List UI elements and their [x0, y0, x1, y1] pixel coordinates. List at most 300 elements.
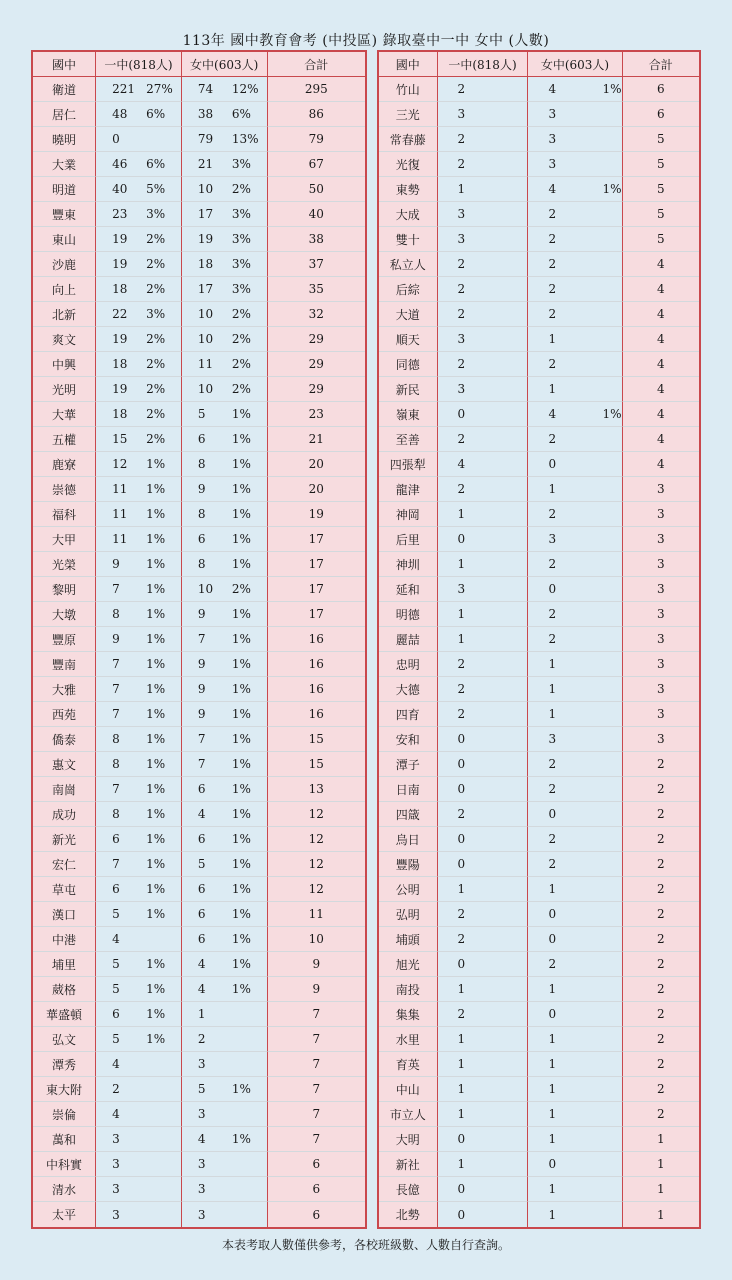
girls-school-percent: 1%	[231, 557, 251, 571]
table-row	[33, 702, 365, 727]
total-cell: 2	[623, 1102, 699, 1127]
boys-school-count: 7	[112, 682, 120, 696]
girls-school-percent: 1%	[231, 732, 251, 746]
boys-school-count: 2	[457, 657, 466, 671]
girls-school-count: 4	[197, 1132, 206, 1146]
total-cell: 32	[268, 302, 365, 327]
girls-school-count-cell	[528, 802, 622, 827]
boys-school-count-cell	[96, 1202, 182, 1227]
boys-school-count: 0	[457, 832, 466, 846]
girls-school-count-cell	[528, 327, 622, 352]
total-cell: 37	[268, 252, 365, 277]
girls-school-count-cell	[528, 352, 622, 377]
school-name-cell: 福科	[33, 502, 96, 527]
school-name-cell: 弘明	[379, 902, 438, 927]
table-row	[33, 302, 365, 327]
girls-school-count: 2	[548, 257, 557, 271]
girls-school-count: 2	[548, 282, 557, 296]
boys-school-count: 2	[457, 132, 466, 146]
boys-school-count-cell	[96, 327, 182, 352]
boys-school-count-cell	[96, 902, 182, 927]
school-name-cell: 豐南	[33, 652, 96, 677]
girls-school-percent: 1%	[231, 632, 251, 646]
table-row	[33, 502, 365, 527]
table-row	[33, 877, 365, 902]
girls-school-count-cell	[528, 877, 622, 902]
girls-school-count: 10	[197, 182, 214, 196]
boys-school-percent: 3%	[146, 207, 166, 221]
girls-school-count: 2	[548, 632, 557, 646]
girls-school-count-cell	[182, 1177, 268, 1202]
school-name-cell: 崇德	[33, 477, 96, 502]
boys-school-percent: 1%	[146, 557, 166, 571]
girls-school-count: 1	[548, 1032, 557, 1046]
boys-school-percent: 1%	[146, 807, 166, 821]
header-girls-school: 女中(603人)	[528, 52, 622, 77]
girls-school-count: 2	[548, 757, 557, 771]
table-row	[379, 552, 699, 577]
girls-school-count-cell	[528, 1202, 622, 1227]
girls-school-percent: 1%	[231, 957, 251, 971]
girls-school-count-cell	[528, 727, 622, 752]
boys-school-count: 18	[112, 282, 128, 296]
school-name-cell: 同德	[379, 352, 438, 377]
girls-school-percent: 1%	[231, 482, 251, 496]
boys-school-count-cell	[438, 1002, 529, 1027]
total-cell: 2	[623, 952, 699, 977]
table-row	[33, 1177, 365, 1202]
school-name-cell: 安和	[379, 727, 438, 752]
boys-school-count-cell	[438, 952, 529, 977]
girls-school-count-cell	[182, 877, 268, 902]
girls-school-count: 2	[548, 232, 557, 246]
girls-school-count-cell	[528, 627, 622, 652]
header-total: 合計	[623, 52, 699, 77]
admissions-table-right	[377, 50, 701, 1229]
school-name-cell: 中興	[33, 352, 96, 377]
school-name-cell: 私立人	[379, 252, 438, 277]
boys-school-count: 2	[457, 682, 466, 696]
table-row	[33, 777, 365, 802]
boys-school-count: 3	[457, 582, 466, 596]
table-row	[379, 1102, 699, 1127]
boys-school-percent: 2%	[146, 382, 166, 396]
girls-school-count-cell	[182, 977, 268, 1002]
total-cell: 12	[268, 827, 365, 852]
total-cell: 20	[268, 477, 365, 502]
girls-school-count-cell	[182, 952, 268, 977]
school-name-cell: 五權	[33, 427, 96, 452]
table-row	[379, 1152, 699, 1177]
total-cell: 4	[623, 252, 699, 277]
table-row	[379, 427, 699, 452]
table-row	[379, 102, 699, 127]
page-title: 113年 國中教育會考 (中投區) 錄取臺中一中 女中 (人數)	[182, 33, 550, 49]
girls-school-count-cell	[528, 1002, 622, 1027]
girls-school-percent: 1%	[231, 657, 251, 671]
boys-school-count-cell	[438, 727, 529, 752]
girls-school-count: 21	[197, 157, 214, 171]
boys-school-percent: 2%	[146, 282, 166, 296]
table-row	[33, 1077, 365, 1102]
boys-school-count: 12	[112, 457, 128, 471]
girls-school-count-cell	[528, 1127, 622, 1152]
school-name-cell: 公明	[379, 877, 438, 902]
table-row	[379, 727, 699, 752]
total-cell: 7	[268, 1027, 365, 1052]
girls-school-count: 9	[197, 682, 206, 696]
girls-school-count-cell	[528, 252, 622, 277]
total-cell: 3	[623, 552, 699, 577]
school-name-cell: 光明	[33, 377, 96, 402]
boys-school-count-cell	[438, 527, 529, 552]
girls-school-count-cell	[182, 577, 268, 602]
school-name-cell: 南崗	[33, 777, 96, 802]
boys-school-count: 22	[112, 307, 128, 321]
boys-school-count: 1	[457, 507, 466, 521]
table-row	[33, 1152, 365, 1177]
girls-school-count-cell	[528, 127, 622, 152]
girls-school-count: 2	[548, 507, 557, 521]
girls-school-count: 3	[548, 157, 557, 171]
girls-school-count: 1	[548, 682, 557, 696]
girls-school-count: 7	[197, 757, 206, 771]
boys-school-count: 0	[457, 1207, 466, 1222]
school-name-cell: 神岡	[379, 502, 438, 527]
table-row	[33, 652, 365, 677]
table-row	[379, 177, 699, 202]
boys-school-count: 5	[112, 1032, 120, 1046]
header-girls-school: 女中(603人)	[182, 52, 268, 77]
boys-school-percent: 1%	[146, 607, 166, 621]
total-cell: 3	[623, 652, 699, 677]
school-name-cell: 曉明	[33, 127, 96, 152]
boys-school-count: 6	[112, 832, 120, 846]
boys-school-count-cell	[438, 877, 529, 902]
boys-school-count-cell	[96, 852, 182, 877]
total-cell: 3	[623, 527, 699, 552]
table-row	[33, 102, 365, 127]
girls-school-count-cell	[182, 252, 268, 277]
girls-school-count-cell	[528, 502, 622, 527]
total-cell: 5	[623, 177, 699, 202]
school-name-cell: 衛道	[33, 77, 96, 102]
girls-school-count-cell	[182, 752, 268, 777]
girls-school-count: 3	[548, 107, 557, 121]
girls-school-count: 3	[548, 532, 557, 546]
girls-school-count-cell	[528, 952, 622, 977]
girls-school-percent: 3%	[231, 232, 251, 246]
boys-school-count-cell	[96, 1077, 182, 1102]
school-name-cell: 大雅	[33, 677, 96, 702]
boys-school-count: 19	[112, 257, 128, 271]
total-cell: 5	[623, 152, 699, 177]
boys-school-count-cell	[438, 227, 529, 252]
total-cell: 86	[268, 102, 365, 127]
table-row	[379, 877, 699, 902]
boys-school-count-cell	[438, 902, 529, 927]
total-cell: 4	[623, 327, 699, 352]
table-row	[379, 577, 699, 602]
table-row	[379, 702, 699, 727]
girls-school-count-cell	[182, 477, 268, 502]
girls-school-count: 4	[197, 807, 206, 821]
girls-school-percent: 2%	[231, 332, 251, 346]
table-row	[33, 952, 365, 977]
school-name-cell: 鹿寮	[33, 452, 96, 477]
girls-school-count-cell	[528, 777, 622, 802]
total-cell: 2	[623, 852, 699, 877]
boys-school-count: 23	[112, 207, 128, 221]
girls-school-count-cell	[528, 1052, 622, 1077]
school-name-cell: 雙十	[379, 227, 438, 252]
girls-school-percent: 1%	[231, 432, 251, 446]
girls-school-percent: 1%	[231, 807, 251, 821]
boys-school-percent: 1%	[146, 1007, 166, 1021]
girls-school-count-cell	[182, 177, 268, 202]
boys-school-count: 3	[112, 1182, 120, 1196]
header-boys-school: 一中(818人)	[438, 52, 529, 77]
girls-school-count-cell	[182, 202, 268, 227]
girls-school-count-cell	[182, 1102, 268, 1127]
boys-school-count-cell	[438, 252, 529, 277]
girls-school-count: 38	[197, 107, 214, 121]
girls-school-count: 0	[548, 457, 557, 471]
boys-school-count-cell	[96, 977, 182, 1002]
school-name-cell: 埔頭	[379, 927, 438, 952]
table-row	[379, 1002, 699, 1027]
total-cell: 6	[268, 1152, 365, 1177]
school-name-cell: 日南	[379, 777, 438, 802]
table-row	[379, 927, 699, 952]
school-name-cell: 西苑	[33, 702, 96, 727]
footnote: 本表考取人數僅供參考，各校班級數、人數自行查詢。	[221, 1238, 510, 1252]
boys-school-count-cell	[96, 477, 182, 502]
table-row	[379, 377, 699, 402]
boys-school-count-cell	[96, 1102, 182, 1127]
total-cell: 3	[623, 677, 699, 702]
girls-school-count: 7	[197, 632, 206, 646]
girls-school-percent: 1%	[231, 982, 251, 996]
school-name-cell: 草屯	[33, 877, 96, 902]
school-name-cell: 新民	[379, 377, 438, 402]
total-cell: 5	[623, 127, 699, 152]
girls-school-count-cell	[528, 1077, 622, 1102]
girls-school-count: 10	[197, 382, 214, 396]
girls-school-count-cell	[182, 277, 268, 302]
girls-school-percent: 2%	[231, 182, 251, 196]
total-cell: 29	[268, 377, 365, 402]
girls-school-count-cell	[528, 152, 622, 177]
girls-school-count-cell	[528, 827, 622, 852]
boys-school-count: 1	[457, 182, 466, 196]
school-name-cell: 新社	[379, 1152, 438, 1177]
boys-school-count: 2	[457, 907, 466, 921]
girls-school-count: 9	[197, 657, 206, 671]
boys-school-count-cell	[438, 202, 529, 227]
school-name-cell: 居仁	[33, 102, 96, 127]
boys-school-count: 15	[112, 432, 128, 446]
boys-school-count: 3	[112, 1157, 120, 1171]
girls-school-count: 8	[197, 507, 206, 521]
boys-school-percent: 1%	[146, 507, 166, 521]
boys-school-count: 1	[457, 1107, 466, 1121]
total-cell: 17	[268, 602, 365, 627]
boys-school-count: 1	[457, 982, 466, 996]
boys-school-percent: 2%	[146, 332, 166, 346]
boys-school-count: 2	[457, 82, 466, 96]
total-cell: 2	[623, 802, 699, 827]
girls-school-count-cell	[182, 927, 268, 952]
boys-school-percent: 2%	[146, 407, 166, 421]
girls-school-percent: 2%	[231, 307, 251, 321]
girls-school-count-cell	[528, 602, 622, 627]
total-cell: 21	[268, 427, 365, 452]
girls-school-count-cell	[528, 652, 622, 677]
school-name-cell: 漢口	[33, 902, 96, 927]
total-cell: 5	[623, 202, 699, 227]
boys-school-count-cell	[438, 502, 529, 527]
school-name-cell: 華盛頓	[33, 1002, 96, 1027]
boys-school-count-cell	[96, 1127, 182, 1152]
school-name-cell: 中科實	[33, 1152, 96, 1177]
girls-school-count-cell	[182, 402, 268, 427]
girls-school-count-cell	[182, 377, 268, 402]
table-row	[33, 452, 365, 477]
girls-school-count: 1	[548, 1132, 557, 1146]
total-cell: 12	[268, 852, 365, 877]
boys-school-count-cell	[438, 627, 529, 652]
girls-school-count: 3	[197, 1182, 206, 1196]
girls-school-count-cell	[182, 77, 268, 102]
boys-school-count-cell	[96, 677, 182, 702]
total-cell: 9	[268, 952, 365, 977]
girls-school-count-cell	[528, 927, 622, 952]
girls-school-count-cell	[182, 502, 268, 527]
girls-school-count: 6	[197, 432, 206, 446]
boys-school-count-cell	[96, 302, 182, 327]
school-name-cell: 豐原	[33, 627, 96, 652]
total-cell: 6	[623, 77, 699, 102]
school-name-cell: 清水	[33, 1177, 96, 1202]
school-name-cell: 東勢	[379, 177, 438, 202]
boys-school-count: 4	[457, 457, 466, 471]
boys-school-count-cell	[96, 652, 182, 677]
girls-school-count: 6	[197, 832, 206, 846]
girls-school-count-cell	[528, 1177, 622, 1202]
girls-school-count-cell	[528, 452, 622, 477]
boys-school-percent: 1%	[146, 457, 166, 471]
girls-school-count-cell	[528, 427, 622, 452]
school-name-cell: 延和	[379, 577, 438, 602]
boys-school-count-cell	[438, 552, 529, 577]
boys-school-count-cell	[96, 552, 182, 577]
boys-school-percent: 6%	[146, 157, 166, 171]
girls-school-count: 5	[197, 857, 206, 871]
boys-school-count: 6	[112, 1007, 120, 1021]
total-cell: 40	[268, 202, 365, 227]
boys-school-percent: 1%	[146, 582, 166, 596]
table-row	[379, 677, 699, 702]
total-cell: 6	[268, 1177, 365, 1202]
girls-school-count-cell	[528, 377, 622, 402]
boys-school-count-cell	[438, 1202, 529, 1227]
total-cell: 23	[268, 402, 365, 427]
table-row	[33, 852, 365, 877]
girls-school-count: 1	[548, 882, 557, 896]
boys-school-percent: 1%	[146, 957, 166, 971]
table-row	[379, 827, 699, 852]
total-cell: 15	[268, 752, 365, 777]
girls-school-count: 0	[548, 932, 557, 946]
header-boys-school: 一中(818人)	[96, 52, 182, 77]
girls-school-count-cell	[182, 852, 268, 877]
total-cell: 3	[623, 477, 699, 502]
boys-school-count-cell	[438, 102, 529, 127]
table-row	[379, 1027, 699, 1052]
school-name-cell: 潭子	[379, 752, 438, 777]
boys-school-count-cell	[438, 852, 529, 877]
boys-school-percent: 1%	[146, 1032, 166, 1046]
girls-school-count: 2	[548, 782, 557, 796]
school-name-cell: 大墩	[33, 602, 96, 627]
total-cell: 16	[268, 702, 365, 727]
total-cell: 7	[268, 1002, 365, 1027]
girls-school-count-cell	[528, 977, 622, 1002]
boys-school-percent: 1%	[146, 832, 166, 846]
school-name-cell: 中港	[33, 927, 96, 952]
total-cell: 6	[623, 102, 699, 127]
girls-school-count-cell	[528, 527, 622, 552]
girls-school-count: 1	[548, 382, 557, 396]
boys-school-count: 0	[112, 132, 120, 146]
boys-school-count-cell	[438, 927, 529, 952]
table-row	[379, 1077, 699, 1102]
boys-school-count: 3	[457, 232, 466, 246]
girls-school-count-cell	[182, 227, 268, 252]
boys-school-count-cell	[96, 202, 182, 227]
total-cell: 4	[623, 277, 699, 302]
total-cell: 29	[268, 327, 365, 352]
school-name-cell: 大明	[379, 1127, 438, 1152]
girls-school-count-cell	[182, 527, 268, 552]
school-name-cell: 明德	[379, 602, 438, 627]
total-cell: 16	[268, 627, 365, 652]
table-row	[379, 277, 699, 302]
girls-school-count: 6	[197, 932, 206, 946]
girls-school-count-cell	[528, 227, 622, 252]
girls-school-count: 7	[197, 732, 206, 746]
girls-school-count-cell	[182, 152, 268, 177]
girls-school-count-cell	[182, 552, 268, 577]
boys-school-count: 0	[457, 1182, 466, 1196]
school-name-cell: 嶺東	[379, 402, 438, 427]
total-cell: 295	[268, 77, 365, 102]
boys-school-percent: 1%	[146, 882, 166, 896]
boys-school-percent: 2%	[146, 357, 166, 371]
total-cell: 2	[623, 1027, 699, 1052]
boys-school-count: 8	[112, 607, 120, 621]
boys-school-count: 221	[112, 82, 135, 96]
boys-school-percent: 6%	[146, 107, 166, 121]
girls-school-count: 5	[197, 1082, 206, 1096]
boys-school-count: 40	[112, 182, 128, 196]
school-name-cell: 北新	[33, 302, 96, 327]
girls-school-count: 1	[548, 1057, 557, 1071]
girls-school-count: 1	[548, 657, 557, 671]
boys-school-count: 1	[457, 1157, 466, 1171]
total-cell: 17	[268, 577, 365, 602]
